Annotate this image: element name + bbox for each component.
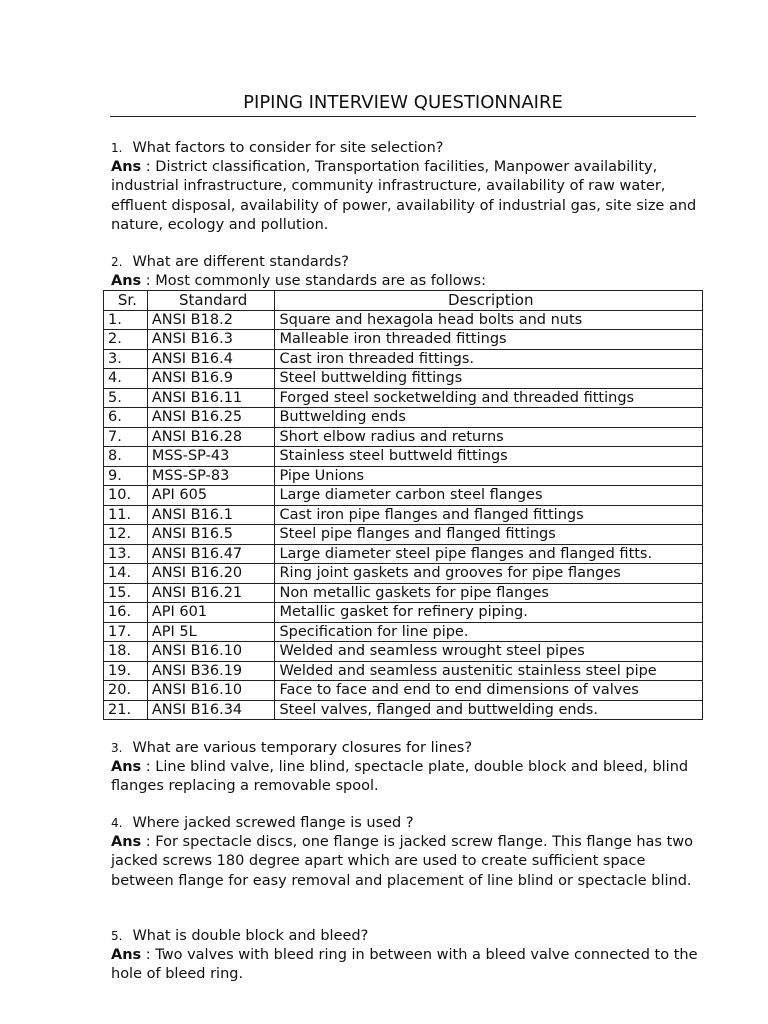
cell-sr: 11.	[104, 505, 148, 525]
cell-sr: 10.	[104, 486, 148, 506]
cell-standard: ANSI B16.21	[147, 583, 275, 603]
cell-standard: API 601	[147, 603, 275, 623]
answer-label: Ans	[111, 834, 142, 851]
cell-description: Buttwelding ends	[275, 408, 703, 428]
cell-sr: 1.	[104, 310, 148, 330]
cell-description: Welded and seamless austenitic stainless steel pipe	[275, 661, 703, 681]
question-4-block	[111, 814, 711, 891]
question-2-block	[111, 253, 711, 291]
cell-sr: 13.	[104, 544, 148, 564]
cell-standard: ANSI B18.2	[147, 310, 275, 330]
cell-description: Face to face and end to end dimensions of valves	[275, 681, 703, 701]
cell-standard: ANSI B16.28	[147, 427, 275, 447]
cell-sr: 2.	[104, 330, 148, 350]
table-row	[104, 700, 703, 720]
question-2-number: 2.	[111, 255, 123, 269]
cell-standard: ANSI B16.10	[147, 642, 275, 662]
cell-sr: 21.	[104, 700, 148, 720]
header-description: Description	[275, 291, 703, 311]
cell-standard: ANSI B16.11	[147, 388, 275, 408]
answer-1-text: : District classification, Transportation facilities, Manpower availability, industrial infrastructure, community infrastructure, availability of raw water, effluent disposal, availability of power, availability of industrial gas, site size and nature, ecology and pollution.	[111, 159, 697, 233]
answer-4-text: : For spectacle discs, one flange is jacked screw flange. This flange has two jacked screws 180 degree apart which are used to create sufficient space between flange for easy removal and placement of line blind or spectacle blind.	[111, 834, 694, 889]
answer-5-text: : Two valves with bleed ring in between with a bleed valve connected to the hole of bleed ring.	[111, 947, 698, 983]
header-sr: Sr.	[104, 291, 148, 311]
cell-standard: ANSI B16.47	[147, 544, 275, 564]
cell-description: Stainless steel buttweld fittings	[275, 447, 703, 467]
answer-label: Ans	[111, 947, 142, 964]
header-standard: Standard	[147, 291, 275, 311]
question-1	[111, 139, 711, 158]
cell-sr: 8.	[104, 447, 148, 467]
cell-standard: API 605	[147, 486, 275, 506]
page-title: PIPING INTERVIEW QUESTIONNAIRE	[110, 90, 696, 117]
table-row	[104, 388, 703, 408]
cell-standard: ANSI B16.34	[147, 700, 275, 720]
cell-description: Specification for line pipe.	[275, 622, 703, 642]
question-2	[111, 253, 711, 272]
standards-table	[103, 290, 703, 720]
question-3-number: 3.	[111, 741, 123, 755]
cell-description: Large diameter carbon steel flanges	[275, 486, 703, 506]
cell-description: Steel valves, flanged and buttwelding ends.	[275, 700, 703, 720]
cell-sr: 5.	[104, 388, 148, 408]
table-row	[104, 427, 703, 447]
table-row	[104, 447, 703, 467]
cell-standard: ANSI B16.3	[147, 330, 275, 350]
cell-description: Large diameter steel pipe flanges and flanged fitts.	[275, 544, 703, 564]
cell-description: Short elbow radius and returns	[275, 427, 703, 447]
cell-sr: 19.	[104, 661, 148, 681]
answer-label: Ans	[111, 759, 142, 776]
table-row	[104, 349, 703, 369]
cell-standard: ANSI B36.19	[147, 661, 275, 681]
answer-2-text: : Most commonly use standards are as follows:	[145, 273, 486, 290]
cell-description: Malleable iron threaded fittings	[275, 330, 703, 350]
table-row	[104, 661, 703, 681]
cell-description: Forged steel socketwelding and threaded fittings	[275, 388, 703, 408]
cell-standard: ANSI B16.5	[147, 525, 275, 545]
table-row	[104, 583, 703, 603]
table-row	[104, 622, 703, 642]
question-4	[111, 814, 711, 833]
cell-sr: 7.	[104, 427, 148, 447]
cell-description: Metallic gasket for refinery piping.	[275, 603, 703, 623]
cell-sr: 3.	[104, 349, 148, 369]
answer-label: Ans	[111, 159, 142, 176]
table-row	[104, 330, 703, 350]
cell-standard: ANSI B16.1	[147, 505, 275, 525]
cell-description: Welded and seamless wrought steel pipes	[275, 642, 703, 662]
cell-sr: 17.	[104, 622, 148, 642]
table-row	[104, 408, 703, 428]
cell-sr: 20.	[104, 681, 148, 701]
answer-4	[111, 833, 711, 891]
table-row	[104, 681, 703, 701]
table-row	[104, 310, 703, 330]
answer-label: Ans	[111, 273, 142, 290]
table-row	[104, 486, 703, 506]
table-row	[104, 369, 703, 389]
question-4-text: Where jacked screwed flange is used ?	[132, 815, 414, 831]
cell-description: Cast iron pipe flanges and flanged fittings	[275, 505, 703, 525]
table-row	[104, 564, 703, 584]
table-row	[104, 603, 703, 623]
table-row	[104, 525, 703, 545]
answer-1	[111, 158, 711, 235]
cell-sr: 16.	[104, 603, 148, 623]
question-5	[111, 927, 711, 946]
table-row	[104, 505, 703, 525]
cell-description: Steel pipe flanges and flanged fittings	[275, 525, 703, 545]
cell-sr: 14.	[104, 564, 148, 584]
question-1-number: 1.	[111, 141, 123, 155]
cell-sr: 6.	[104, 408, 148, 428]
cell-sr: 18.	[104, 642, 148, 662]
question-4-number: 4.	[111, 816, 123, 830]
cell-sr: 4.	[104, 369, 148, 389]
question-5-text: What is double block and bleed?	[132, 928, 369, 944]
cell-description: Pipe Unions	[275, 466, 703, 486]
cell-standard: ANSI B16.10	[147, 681, 275, 701]
answer-2	[111, 272, 711, 291]
question-3-text: What are various temporary closures for lines?	[132, 740, 473, 756]
answer-5	[111, 946, 711, 984]
cell-sr: 9.	[104, 466, 148, 486]
cell-standard: ANSI B16.4	[147, 349, 275, 369]
cell-standard: ANSI B16.9	[147, 369, 275, 389]
cell-standard: ANSI B16.20	[147, 564, 275, 584]
question-5-number: 5.	[111, 929, 123, 943]
question-1-block	[111, 139, 711, 235]
cell-description: Cast iron threaded fittings.	[275, 349, 703, 369]
question-1-text: What factors to consider for site selection?	[132, 140, 444, 156]
cell-standard: ANSI B16.25	[147, 408, 275, 428]
cell-standard: API 5L	[147, 622, 275, 642]
answer-3	[111, 758, 711, 796]
cell-sr: 15.	[104, 583, 148, 603]
cell-standard: MSS-SP-83	[147, 466, 275, 486]
question-3	[111, 739, 711, 758]
cell-sr: 12.	[104, 525, 148, 545]
question-3-block	[111, 739, 711, 797]
table-row	[104, 466, 703, 486]
table-row	[104, 642, 703, 662]
table-header-row	[104, 291, 703, 311]
cell-description: Square and hexagola head bolts and nuts	[275, 310, 703, 330]
table-row	[104, 544, 703, 564]
standards-table-body	[104, 310, 703, 720]
cell-description: Ring joint gaskets and grooves for pipe flanges	[275, 564, 703, 584]
question-5-block	[111, 927, 711, 985]
cell-standard: MSS-SP-43	[147, 447, 275, 467]
question-2-text: What are different standards?	[132, 254, 349, 270]
cell-description: Non metallic gaskets for pipe flanges	[275, 583, 703, 603]
cell-description: Steel buttwelding fittings	[275, 369, 703, 389]
answer-3-text: : Line blind valve, line blind, spectacle plate, double block and bleed, blind flanges replacing a removable spool.	[111, 759, 689, 795]
